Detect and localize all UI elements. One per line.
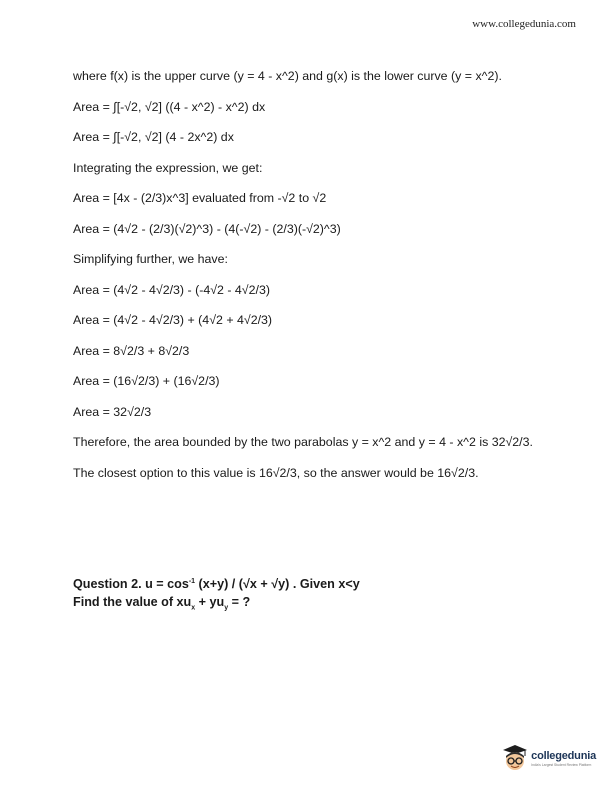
solution-line: Area = (4√2 - 4√2/3) + (4√2 + 4√2/3): [73, 313, 273, 327]
solution-line: Area = (4√2 - 4√2/3) - (-4√2 - 4√2/3): [73, 282, 270, 297]
site-url: www.collegedunia.com: [472, 18, 576, 30]
collegedunia-logo: [502, 744, 596, 772]
solution-text: [73, 68, 553, 495]
solution-line: Area = (4√2 - (2/3)(√2)^3) - (4(-√2) - (2/3)(-√2)^3): [73, 221, 341, 236]
question-2: [73, 573, 553, 618]
solution-line: Area = ∫[-√2, √2] ((4 - x^2) - x^2) dx: [73, 99, 266, 114]
question-statement: Question 2. $u = \cos^{-1} (x+y) / (√x + √y)$ . Given x<y: [73, 577, 360, 592]
solution-line: Integrating the expression, we get:: [73, 160, 263, 175]
logo-name: collegedunia: [531, 749, 596, 762]
logo-tagline: India's Largest Student Review Platform: [531, 762, 592, 767]
answer-line: The closest option to this value is 16√2/3, so the answer would be 16√2/3.: [73, 465, 479, 480]
solution-line: where f(x) is the upper curve (y = 4 - x^2) and g(x) is the lower curve (y = x^2).: [73, 69, 502, 83]
solution-line: Area = 8√2/3 + 8√2/3: [73, 343, 190, 358]
question-prompt: Find the value of $xu_x + yu_y$ = ?: [73, 595, 251, 612]
solution-line: Simplifying further, we have:: [73, 252, 228, 266]
solution-line: Area = [4x - (2/3)x^3] evaluated from -√2 to √2: [73, 191, 327, 205]
conclusion-line: Therefore, the area bounded by the two parabolas y = x^2 and y = 4 - x^2 is 32√2/3.: [73, 435, 533, 449]
solution-line: Area = (16√2/3) + (16√2/3): [73, 374, 220, 388]
solution-line: Area = 32√2/3: [73, 404, 152, 419]
mascot-icon: [502, 744, 528, 772]
solution-line: Area = ∫[-√2, √2] (4 - 2x^2) dx: [73, 130, 234, 144]
